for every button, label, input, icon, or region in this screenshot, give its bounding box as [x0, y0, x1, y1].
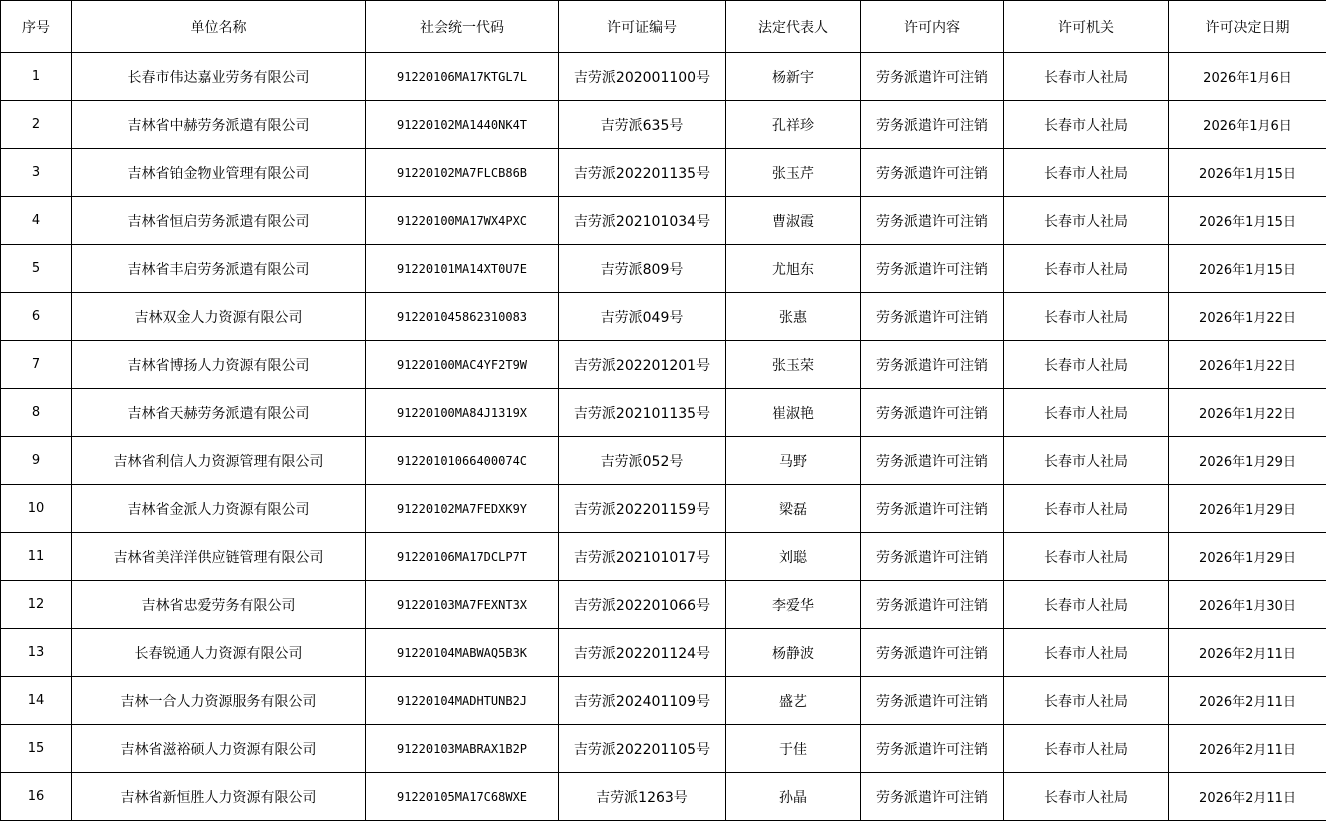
- cell-license-number: 吉劳派202201159号: [559, 485, 726, 533]
- cell-license-authority: 长春市人社局: [1004, 773, 1169, 821]
- cell-company-name: 吉林省恒启劳务派遣有限公司: [72, 197, 366, 245]
- cell-credit-code: 91220103MABRAX1B2P: [366, 725, 559, 773]
- cell-credit-code: 91220106MA17KTGL7L: [366, 53, 559, 101]
- cell-credit-code: 91220105MA17C68WXE: [366, 773, 559, 821]
- cell-credit-code: 91220106MA17DCLP7T: [366, 533, 559, 581]
- table-row: [1, 629, 1326, 677]
- cell-index: 4: [1, 197, 72, 245]
- cell-license-authority: 长春市人社局: [1004, 581, 1169, 629]
- cell-decision-date: 2026年1月22日: [1169, 341, 1326, 389]
- table-row: [1, 773, 1326, 821]
- cell-license-number: 吉劳派202201066号: [559, 581, 726, 629]
- cell-license-authority: 长春市人社局: [1004, 629, 1169, 677]
- cell-legal-representative: 刘聪: [726, 533, 861, 581]
- table-row: [1, 725, 1326, 773]
- cell-credit-code: 91220102MA7FLCB86B: [366, 149, 559, 197]
- cell-license-number: 吉劳派202401109号: [559, 677, 726, 725]
- header-license-authority: 许可机关: [1004, 1, 1169, 53]
- cell-legal-representative: 崔淑艳: [726, 389, 861, 437]
- table-row: [1, 101, 1326, 149]
- cell-credit-code: 91220100MA17WX4PXC: [366, 197, 559, 245]
- cell-company-name: 长春锐通人力资源有限公司: [72, 629, 366, 677]
- cell-company-name: 吉林省忠爱劳务有限公司: [72, 581, 366, 629]
- cell-credit-code: 91220102MA1440NK4T: [366, 101, 559, 149]
- table-row: [1, 437, 1326, 485]
- cell-license-authority: 长春市人社局: [1004, 197, 1169, 245]
- cell-license-number: 吉劳派202101017号: [559, 533, 726, 581]
- cell-index: 9: [1, 437, 72, 485]
- table-row: [1, 293, 1326, 341]
- cell-license-authority: 长春市人社局: [1004, 677, 1169, 725]
- cell-decision-date: 2026年1月6日: [1169, 53, 1326, 101]
- cell-license-content: 劳务派遣许可注销: [861, 197, 1004, 245]
- cell-legal-representative: 杨新宇: [726, 53, 861, 101]
- cell-license-number: 吉劳派809号: [559, 245, 726, 293]
- table-row: [1, 197, 1326, 245]
- table-body: [1, 53, 1326, 821]
- cell-index: 8: [1, 389, 72, 437]
- cell-license-content: 劳务派遣许可注销: [861, 389, 1004, 437]
- cell-license-number: 吉劳派202201124号: [559, 629, 726, 677]
- cell-license-content: 劳务派遣许可注销: [861, 677, 1004, 725]
- cell-decision-date: 2026年1月29日: [1169, 437, 1326, 485]
- cell-license-authority: 长春市人社局: [1004, 149, 1169, 197]
- cell-legal-representative: 李爱华: [726, 581, 861, 629]
- cell-license-content: 劳务派遣许可注销: [861, 533, 1004, 581]
- cell-license-authority: 长春市人社局: [1004, 389, 1169, 437]
- table-row: [1, 341, 1326, 389]
- table-row: [1, 389, 1326, 437]
- cell-decision-date: 2026年2月11日: [1169, 629, 1326, 677]
- table-row: [1, 485, 1326, 533]
- cell-decision-date: 2026年1月30日: [1169, 581, 1326, 629]
- table-row: [1, 677, 1326, 725]
- cell-index: 12: [1, 581, 72, 629]
- cell-license-authority: 长春市人社局: [1004, 53, 1169, 101]
- cell-index: 10: [1, 485, 72, 533]
- cell-decision-date: 2026年2月11日: [1169, 773, 1326, 821]
- cell-license-authority: 长春市人社局: [1004, 341, 1169, 389]
- cell-company-name: 吉林省丰启劳务派遣有限公司: [72, 245, 366, 293]
- cell-license-content: 劳务派遣许可注销: [861, 485, 1004, 533]
- cell-legal-representative: 于佳: [726, 725, 861, 773]
- cell-license-content: 劳务派遣许可注销: [861, 341, 1004, 389]
- table-row: [1, 533, 1326, 581]
- cell-license-authority: 长春市人社局: [1004, 725, 1169, 773]
- header-decision-date: 许可决定日期: [1169, 1, 1326, 53]
- header-license-number: 许可证编号: [559, 1, 726, 53]
- cell-decision-date: 2026年1月15日: [1169, 197, 1326, 245]
- cell-credit-code: 912201045862310083: [366, 293, 559, 341]
- cell-index: 15: [1, 725, 72, 773]
- cell-company-name: 吉林省天赫劳务派遣有限公司: [72, 389, 366, 437]
- cell-credit-code: 91220103MA7FEXNT3X: [366, 581, 559, 629]
- cell-license-number: 吉劳派202201135号: [559, 149, 726, 197]
- cell-legal-representative: 尤旭东: [726, 245, 861, 293]
- cell-legal-representative: 盛艺: [726, 677, 861, 725]
- cell-decision-date: 2026年1月22日: [1169, 293, 1326, 341]
- cell-license-number: 吉劳派052号: [559, 437, 726, 485]
- cell-company-name: 吉林省铂金物业管理有限公司: [72, 149, 366, 197]
- cell-index: 11: [1, 533, 72, 581]
- cell-license-authority: 长春市人社局: [1004, 437, 1169, 485]
- cell-license-content: 劳务派遣许可注销: [861, 629, 1004, 677]
- cell-legal-representative: 梁磊: [726, 485, 861, 533]
- cell-license-authority: 长春市人社局: [1004, 533, 1169, 581]
- table-row: [1, 149, 1326, 197]
- cell-index: 13: [1, 629, 72, 677]
- cell-legal-representative: 张玉荣: [726, 341, 861, 389]
- cell-license-number: 吉劳派202201105号: [559, 725, 726, 773]
- cell-license-number: 吉劳派202201201号: [559, 341, 726, 389]
- cell-license-authority: 长春市人社局: [1004, 293, 1169, 341]
- cell-legal-representative: 孙晶: [726, 773, 861, 821]
- cell-legal-representative: 杨静波: [726, 629, 861, 677]
- cell-decision-date: 2026年1月6日: [1169, 101, 1326, 149]
- cell-license-authority: 长春市人社局: [1004, 245, 1169, 293]
- cell-credit-code: 91220100MAC4YF2T9W: [366, 341, 559, 389]
- cell-company-name: 吉林省中赫劳务派遣有限公司: [72, 101, 366, 149]
- cell-license-number: 吉劳派202001100号: [559, 53, 726, 101]
- cell-license-authority: 长春市人社局: [1004, 485, 1169, 533]
- cell-decision-date: 2026年1月29日: [1169, 533, 1326, 581]
- header-company-name: 单位名称: [72, 1, 366, 53]
- cell-decision-date: 2026年1月15日: [1169, 245, 1326, 293]
- header-license-content: 许可内容: [861, 1, 1004, 53]
- cell-license-content: 劳务派遣许可注销: [861, 725, 1004, 773]
- cell-company-name: 吉林省滋裕硕人力资源有限公司: [72, 725, 366, 773]
- cell-company-name: 吉林省金派人力资源有限公司: [72, 485, 366, 533]
- cell-license-content: 劳务派遣许可注销: [861, 53, 1004, 101]
- cell-license-number: 吉劳派1263号: [559, 773, 726, 821]
- cell-index: 14: [1, 677, 72, 725]
- cell-index: 1: [1, 53, 72, 101]
- cell-legal-representative: 孔祥珍: [726, 101, 861, 149]
- cell-license-number: 吉劳派202101135号: [559, 389, 726, 437]
- cell-index: 3: [1, 149, 72, 197]
- cell-license-content: 劳务派遣许可注销: [861, 773, 1004, 821]
- cell-license-authority: 长春市人社局: [1004, 101, 1169, 149]
- cell-license-content: 劳务派遣许可注销: [861, 245, 1004, 293]
- cell-company-name: 吉林省美洋洋供应链管理有限公司: [72, 533, 366, 581]
- cell-license-content: 劳务派遣许可注销: [861, 581, 1004, 629]
- header-index: 序号: [1, 1, 72, 53]
- header-row: [1, 1, 1326, 53]
- cell-license-content: 劳务派遣许可注销: [861, 149, 1004, 197]
- cell-license-number: 吉劳派635号: [559, 101, 726, 149]
- cell-credit-code: 91220104MADHTUNB2J: [366, 677, 559, 725]
- cell-legal-representative: 张玉芹: [726, 149, 861, 197]
- cell-company-name: 吉林省新恒胜人力资源有限公司: [72, 773, 366, 821]
- cell-credit-code: 91220101MA14XT0U7E: [366, 245, 559, 293]
- cell-license-number: 吉劳派202101034号: [559, 197, 726, 245]
- cell-company-name: 吉林一合人力资源服务有限公司: [72, 677, 366, 725]
- cell-license-content: 劳务派遣许可注销: [861, 101, 1004, 149]
- cell-index: 16: [1, 773, 72, 821]
- cell-company-name: 吉林省利信人力资源管理有限公司: [72, 437, 366, 485]
- cell-company-name: 吉林双金人力资源有限公司: [72, 293, 366, 341]
- cell-credit-code: 91220104MABWAQ5B3K: [366, 629, 559, 677]
- table-row: [1, 245, 1326, 293]
- cell-legal-representative: 曹淑霞: [726, 197, 861, 245]
- cell-legal-representative: 马野: [726, 437, 861, 485]
- cell-legal-representative: 张惠: [726, 293, 861, 341]
- cell-index: 6: [1, 293, 72, 341]
- cell-index: 2: [1, 101, 72, 149]
- cell-company-name: 吉林省博扬人力资源有限公司: [72, 341, 366, 389]
- cell-decision-date: 2026年1月22日: [1169, 389, 1326, 437]
- cell-company-name: 长春市伟达嘉业劳务有限公司: [72, 53, 366, 101]
- cell-decision-date: 2026年2月11日: [1169, 677, 1326, 725]
- cell-index: 5: [1, 245, 72, 293]
- cell-decision-date: 2026年2月11日: [1169, 725, 1326, 773]
- table-row: [1, 53, 1326, 101]
- header-legal-representative: 法定代表人: [726, 1, 861, 53]
- cell-credit-code: 91220100MA84J1319X: [366, 389, 559, 437]
- cell-credit-code: 91220101066400074C: [366, 437, 559, 485]
- cell-decision-date: 2026年1月15日: [1169, 149, 1326, 197]
- cell-license-content: 劳务派遣许可注销: [861, 293, 1004, 341]
- cell-decision-date: 2026年1月29日: [1169, 485, 1326, 533]
- table-row: [1, 581, 1326, 629]
- header-credit-code: 社会统一代码: [366, 1, 559, 53]
- cell-index: 7: [1, 341, 72, 389]
- cell-license-content: 劳务派遣许可注销: [861, 437, 1004, 485]
- cell-license-number: 吉劳派049号: [559, 293, 726, 341]
- cell-credit-code: 91220102MA7FEDXK9Y: [366, 485, 559, 533]
